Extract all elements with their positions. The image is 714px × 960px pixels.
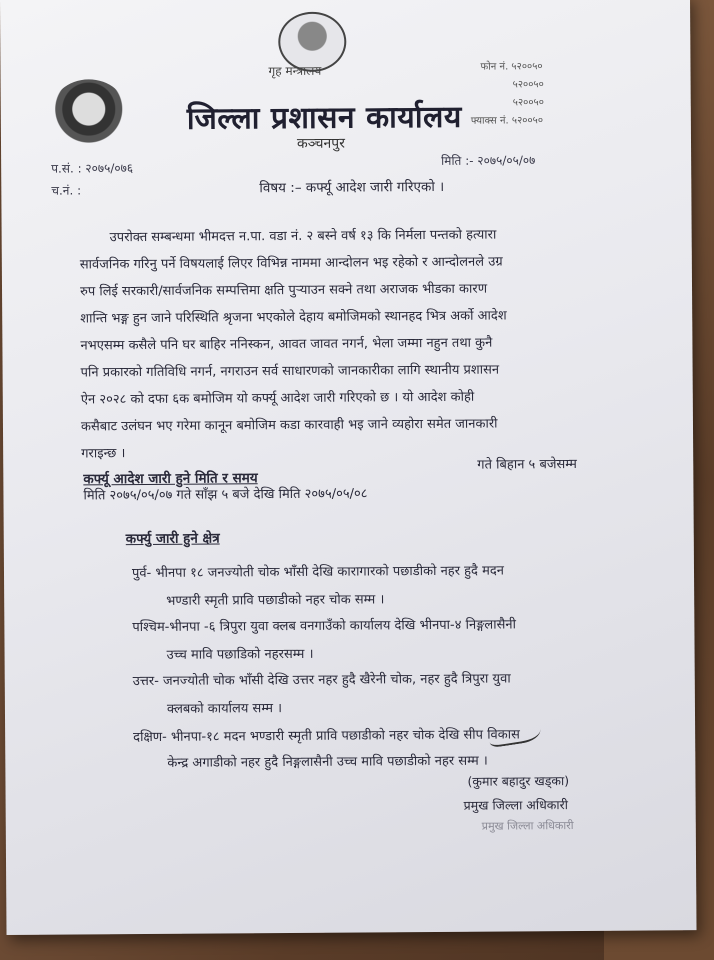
body-line: गराइन्छ ।	[81, 446, 126, 462]
dispatch-number: च.नं. :	[51, 183, 82, 198]
area-west-cont: उच्च मावि पछाडिको नहरसम्म ।	[166, 646, 314, 663]
issue-date: मिति :- २०७५/०५/०७	[441, 153, 536, 168]
signatory-name: (कुमार बहादुर खड्का)	[467, 773, 570, 789]
body-line: रुप लिई सरकारी/सार्वजनिक सम्पत्तिमा क्षति पुर्‍याउन सक्ने तथा अराजक भीडका कारण	[79, 281, 488, 300]
area-east: पुर्व- भीनपा १८ जनज्योती चोक भाँसी देखि कारागारको पछाडीको नहर हुदै मदन	[131, 563, 505, 582]
curfew-time-line: मिति २०७५/०५/०७ गते साँझ ५ बजे देखि मिति २०७५/०५/०८	[83, 486, 368, 504]
official-stamp: प्रमुख जिल्ला अधिकारी	[481, 819, 574, 833]
subject-line: विषय :– कर्फ्यू आदेश जारी गरिएको ।	[259, 178, 445, 197]
contact-fax: फ्याक्स नं. ५२००५०	[470, 115, 544, 127]
body-line: पनि प्रकारको गतिविधि नगर्न, नगराउन सर्व साधारणको जानकारीका लागि स्थानीय प्रशासन	[80, 362, 500, 381]
curfew-area-heading: कर्फ्यु जारी हुने क्षेत्र	[125, 530, 220, 548]
handwritten-signature	[486, 713, 542, 748]
body-line: शान्ति भङ्ग हुन जाने परिस्थिति श्रृजना भएकोले देहाय बमोजिमको स्थानहद भित्र अर्को आदेश	[80, 308, 507, 327]
ministry-name: गृह मन्त्रालय	[268, 63, 322, 79]
contact-phone-1: फोन नं. ५२००५०	[480, 61, 543, 73]
body-line: ऐन २०२८ को दफा ६क बमोजिम यो कर्फ्यू आदेश जारी गरिएको छ । यो आदेश कोही	[80, 389, 475, 408]
area-west: पश्चिम-भीनपा -६ त्रिपुरा युवा क्लब वनगाउँको कार्यालय देखि भीनपा-४ निङ्गलासैनी	[132, 617, 517, 636]
area-east-cont: भण्डारी स्मृती प्रावि पछाडीको नहर चोक सम्म ।	[166, 592, 385, 609]
office-title: जिल्ला प्रशासन कार्यालय	[186, 99, 462, 137]
reference-number: प.सं. : २०७५/०७६	[51, 161, 134, 176]
body-line: उपरोक्त सम्बन्धमा भीमदत्त न.पा. वडा नं. २ बस्ने वर्ष १३ कि निर्मला पन्तको हत्यारा	[109, 227, 497, 246]
area-north-cont: क्लबको कार्यालय सम्म ।	[166, 701, 283, 717]
curfew-time-heading: कर्फ्यू आदेश जारी हुने मिति र समय	[83, 470, 258, 488]
body-line: सार्वजनिक गरिनु पर्ने विषयलाई लिएर विभिन्न नाममा आन्दोलन भइ रहेको र आन्दोलनले उग्र	[79, 254, 503, 273]
contact-phone-2: ५२००५०	[512, 79, 544, 91]
area-north: उत्तर- जनज्योती चोक भाँसी देखि उत्तर नहर हुदै खैरेनी चोक, नहर हुदै त्रिपुरा युवा	[132, 671, 511, 690]
body-line: नभएसम्म कसैले पनि घर बाहिर ननिस्कन, आवत जावत नगर्न, भेला जम्मा नहुन तथा कुनै	[80, 335, 493, 354]
curfew-time-line-end: गते बिहान ५ बजेसम्म	[477, 456, 577, 473]
area-south-cont: केन्द्र अगाडीको नहर हुदै निङ्गलासैनी उच्च मावि पछाडीको नहर सम्म ।	[167, 753, 488, 771]
body-line: कसैबाट उलंघन भए गरेमा कानून बमोजिम कडा कारवाही भइ जाने व्यहोरा समेत जानकारी	[80, 416, 498, 435]
area-south: दक्षिण- भीनपा-१८ मदन भण्डारी स्मृती प्रावि पछाडीको नहर चोक देखि सीप विकास	[133, 727, 520, 746]
signatory-title: प्रमुख जिल्ला अधिकारी	[463, 797, 568, 813]
contact-phone-3: ५२००५०	[512, 97, 544, 109]
government-seal-icon	[51, 79, 127, 146]
district-name: कञ्चनपुर	[296, 135, 345, 152]
